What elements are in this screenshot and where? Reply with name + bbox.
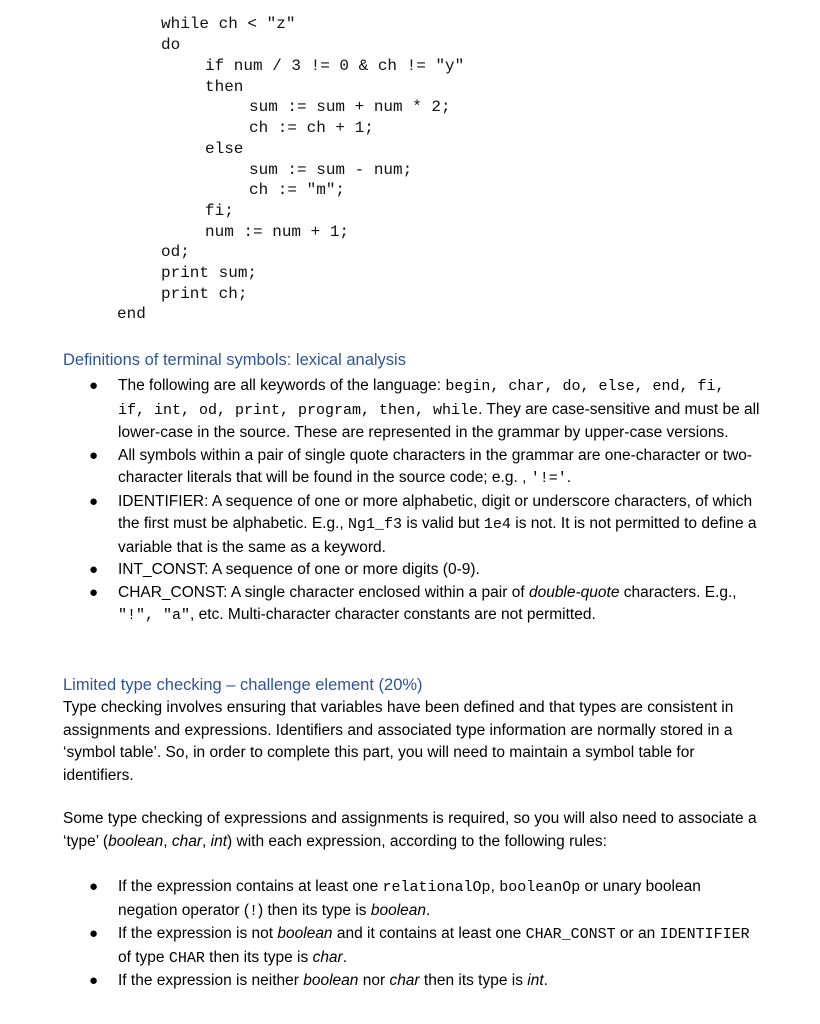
code-line: print sum; [161, 264, 258, 282]
code-line: fi; [205, 202, 234, 220]
bullet-icon: ● [89, 377, 99, 394]
code-line: od; [161, 243, 190, 261]
bullet-icon: ● [89, 878, 99, 895]
typecheck-paragraph-2: Some type checking of expressions and assignments is required, so you will also need to associate a ‘type’ (boolean, char, int) with each expression, according to the following rules: [63, 810, 757, 850]
list-item: ● All symbols within a pair of single quote characters in the grammar are one-character or two-character literals that will be found in the source code; e.g. , '!='. [89, 446, 753, 487]
code-line: while ch < "z" [161, 15, 296, 33]
code-line: then [205, 78, 244, 96]
bullet-icon: ● [89, 446, 99, 464]
list-item: ● The following are all keywords of the language: begin, char, do, else, end, fi, if, int, od, print, program, then, while. They are case-sensitive and must be all lower-case in the source. These are represented in the grammar by upper-case versions. [89, 377, 760, 441]
code-line: end [117, 305, 146, 323]
bullet-icon: ● [89, 972, 99, 989]
bullet-icon: ● [89, 925, 99, 942]
code-line: sum := sum + num * 2; [249, 98, 451, 116]
type-rules-list [0, 876, 820, 993]
code-line: do [161, 36, 181, 54]
typecheck-paragraph-1: Type checking involves ensuring that variables have been defined and that types are consistent in assignments and expressions. Identifiers and associated type information are normally stored in a ‘symbol table’. So, in order to complete this part, you will need to maintain a symbol table for identifiers. [63, 699, 734, 784]
bullet-icon: ● [89, 583, 99, 601]
list-item: ● INT_CONST: A sequence of one or more digits (0-9). [0, 559, 820, 582]
bullet-icon: ● [89, 492, 99, 510]
typecheck-heading: Limited type checking – challenge element (20%) [63, 676, 423, 694]
bullet-icon: ● [89, 561, 99, 578]
code-line: sum := sum - num; [249, 161, 413, 179]
list-item: ● If the expression contains at least one relationalOp, booleanOp or unary boolean negation operator (!) then its type is boolean. [89, 878, 701, 920]
lexical-bullet-list [0, 375, 820, 628]
code-line: ch := ch + 1; [249, 119, 374, 137]
code-line: else [205, 140, 244, 158]
code-line: print ch; [161, 285, 248, 303]
list-item: ● IDENTIFIER: A sequence of one or more alphabetic, digit or underscore characters, of which the first must be alphabetic. E.g., Ng1_f3 is valid but 1e4 is not. It is not permitted to define a variable that is the same as a keyword. [89, 492, 757, 556]
code-line: num := num + 1; [205, 223, 350, 241]
code-line: ch := "m"; [249, 181, 346, 199]
list-item: ● If the expression is neither boolean nor char then its type is int. [0, 970, 820, 993]
code-listing [0, 0, 820, 330]
list-item: ● CHAR_CONST: A single character enclosed within a pair of double-quote characters. E.g., "!", "a", etc. Multi-character character constants are not permitted. [89, 583, 737, 624]
lexical-heading: Definitions of terminal symbols: lexical analysis [63, 351, 406, 369]
code-line: if num / 3 != 0 & ch != "y" [205, 57, 465, 75]
list-item: ● If the expression is not boolean and it contains at least one CHAR_CONST or an IDENTIFIER of type CHAR then its type is char. [89, 925, 750, 967]
